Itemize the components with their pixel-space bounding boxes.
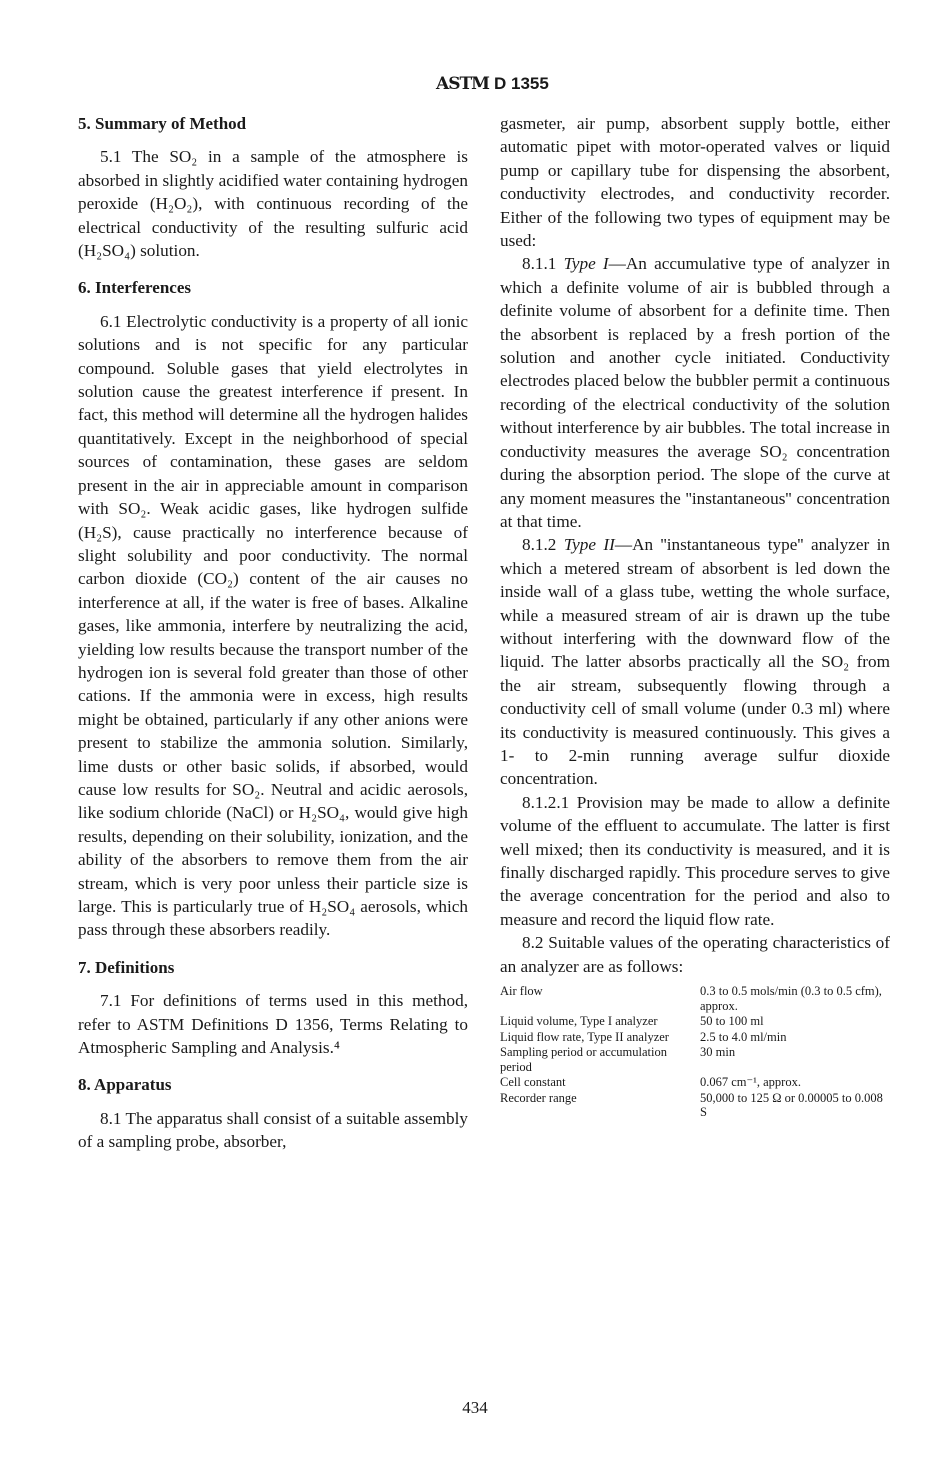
property-value: 2.5 to 4.0 ml/min xyxy=(700,1029,787,1044)
property-name: Sampling period or accumulation period xyxy=(500,1045,667,1074)
section-8 xyxy=(78,1073,468,1153)
section-heading: 7. Definitions xyxy=(78,957,175,977)
table-row xyxy=(500,1091,892,1121)
paragraph: 5.1 The SO₂ in a sample of the atmosphere is absorbed in slightly acidified water containing hydrogen peroxide (H₂O₂), with continuous recording of the electrical conductivity of the resulting sulfuric acid (H₂SO₄) solution. xyxy=(78,147,468,261)
section-5 xyxy=(78,112,468,262)
paragraph: 6.1 Electrolytic conductivity is a property of all ionic solutions and is not specific for any particular compound. Soluble gases that yield electrolytes in solution cause the greatest interference if present. In fact, this method will determine all the hydrogen halides quantitatively. Except in the neighborhood of special sources of contamination, these gases are seldom present in the air in appreciable amount in comparison with SO₂. Weak acidic gases, like hydrogen sulfide (H₂S), cause practically no interference because of slight solubility and poor conductivity. The normal carbon dioxide (CO₂) content of the air causes no interference at all, if the water is free of bases. Alkaline gases, like ammonia, interfere by neutralizing the acid, yielding low results because the transport number of the hydrogen ion is several fold greater than those of other cations. If the ammonia were in excess, high results might be obtained, particularly if any other anions were present to stabilize the ammonia solution. Similarly, lime dusts or other basic solids, if absorbed, would cause low results for SO₂. Neutral and acidic aerosols, like sodium chloride (NaCl) or H₂SO₄, would give high results, depending on their solubility, ionization, and the ability of the absorbers to remove them from the air stream, which is very poor unless their particle size is large. This is particularly true of H₂SO₄ aerosols, which pass through these absorbers readily. xyxy=(78,311,468,940)
paragraph: gasmeter, air pump, absorbent supply bottle, either automatic pipet with motor-operated valves or liquid pump or capillary tube for dispensing the absorbent, conductivity electrodes, and conductivity recorder. Either of the following two types of equipment may be used: xyxy=(500,114,890,251)
property-name: Recorder range xyxy=(500,1090,577,1105)
section-heading: 8. Apparatus xyxy=(78,1075,172,1095)
clause-text: —An accumulative type of analyzer in which a definite volume of air is bubbled through a definite volume of absorbent for a definite time. Then the absorbent is replaced by a fresh portion of the solution and another cycle initiated. Conductivity electrodes placed below the bubbler permit a continuous recording of the electrical conductivity of the solution without interference by air bubbles. The total increase in conductivity measures the average SO₂ concentration during the absorption period. The slope of the curve at any moment measures the ''instantaneous'' concentration at that time. xyxy=(500,254,891,531)
property-name: Liquid volume, Type I analyzer xyxy=(500,1014,658,1029)
property-name: Cell constant xyxy=(500,1075,566,1090)
table-row xyxy=(500,984,892,1014)
paragraph: 8.2 Suitable values of the operating characteristics of an analyzer are as follows: xyxy=(500,933,890,976)
paragraph: 7.1 For definitions of terms used in this method, refer to ASTM Definitions D 1356, Terms Relating to Atmospheric Sampling and Analysis.⁴ xyxy=(78,991,468,1058)
property-value: 0.067 cm⁻¹, approx. xyxy=(700,1075,801,1090)
clause-number: 8.1.2 xyxy=(522,535,564,555)
property-name: Air flow xyxy=(500,984,543,999)
section-6 xyxy=(78,276,468,941)
paragraph: 8.1 The apparatus shall consist of a suitable assembly of a sampling probe, absorber, xyxy=(78,1108,468,1152)
property-value: 50,000 to 125 Ω or 0.00005 to 0.008 S xyxy=(700,1090,883,1120)
clause-number: 8.1.1 xyxy=(522,254,564,274)
property-value: 30 min xyxy=(700,1045,736,1060)
type-label: Type II xyxy=(563,535,615,555)
table-row xyxy=(500,1045,892,1075)
paragraph: 8.1.2.1 Provision may be made to allow a definite volume of the effluent to accumulate. The latter is first well mixed; then its conductivity is measured, and it is finally discharged rapidly. This procedure serves to give the average concentration for the period and also to measure and record the liquid flow rate. xyxy=(500,792,890,929)
right-column xyxy=(500,112,890,1121)
section-heading: 6. Interferences xyxy=(78,278,191,298)
section-7 xyxy=(78,956,468,1060)
page-header xyxy=(0,72,950,102)
paragraph-8-1-2 xyxy=(500,533,890,790)
property-value: 50 to 100 ml xyxy=(700,1014,764,1029)
left-column xyxy=(78,112,468,1168)
operating-characteristics-table xyxy=(500,984,892,1121)
paragraph-8-1-1 xyxy=(500,252,890,533)
table-row xyxy=(500,1075,892,1091)
astm-logo: ASTM xyxy=(436,74,489,94)
property-name: Liquid flow rate, Type II analyzer xyxy=(500,1029,669,1044)
table-row xyxy=(500,1030,892,1046)
section-heading: 5. Summary of Method xyxy=(78,114,247,133)
property-value: 0.3 to 0.5 mols/min (0.3 to 0.5 cfm), approx. xyxy=(700,984,882,1013)
type-label: Type I xyxy=(563,254,609,274)
page-number: 434 xyxy=(462,1398,488,1417)
clause-text: —An ''instantaneous type'' analyzer in which a metered stream of absorbent is led down the inside wall of a glass tube, wetting the whole surface, while a measured stream of air is drawn up the tube without interfering with the downward flow of the liquid. The latter absorbs practically all the SO₂ from the air stream, subsequently flowing through a conductivity cell of small volume (under 0.3 ml) where its conductivity is measured continuously. This gives a 1- to 2-min running average sulfur dioxide concentration. xyxy=(500,535,890,789)
document-number: D 1355 xyxy=(494,74,549,93)
table-row xyxy=(500,1014,892,1030)
